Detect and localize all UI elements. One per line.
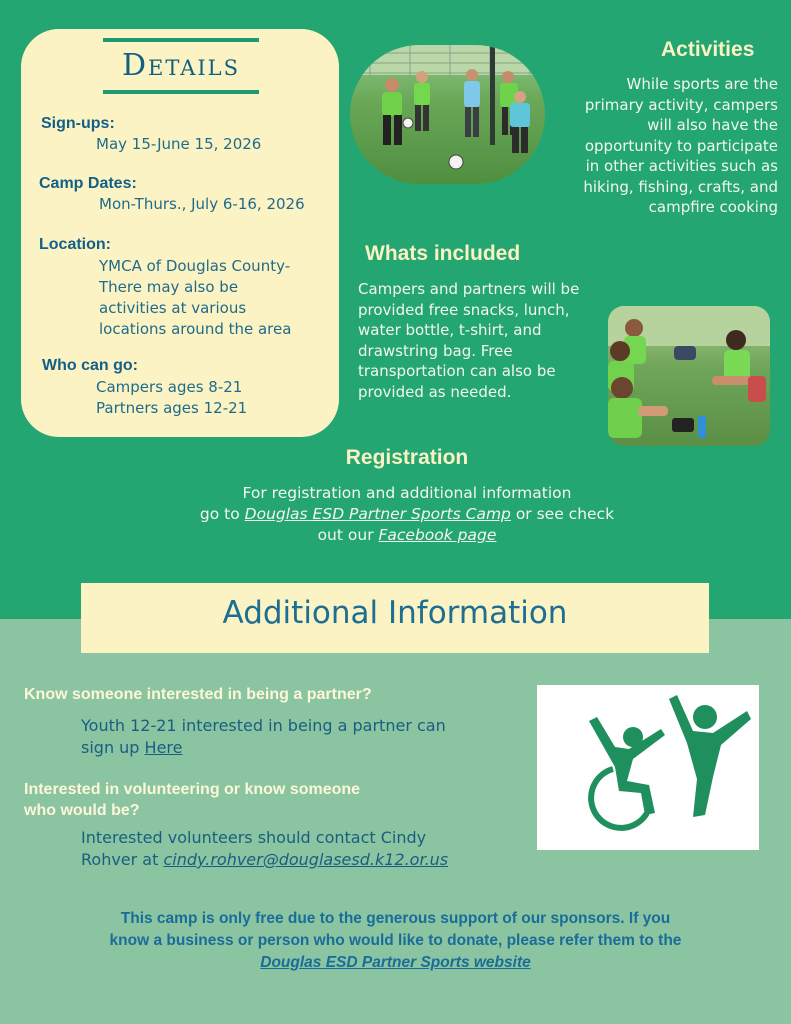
location-line: There may also be: [99, 278, 239, 296]
unified-sports-logo: [537, 685, 759, 850]
activities-heading: Activities: [661, 38, 755, 61]
volunteer-question-line: Interested in volunteering or know someone: [24, 781, 361, 798]
whats-included-heading: Whats included: [365, 242, 521, 265]
partner-answer-text: sign up: [81, 738, 145, 757]
sponsor-footer: [40, 908, 751, 974]
registration-heading: Registration: [345, 446, 469, 469]
partner-answer: [81, 715, 446, 759]
location-line: YMCA of Douglas County-: [99, 257, 291, 275]
details-title-frame: [103, 38, 259, 94]
location-label: Location:: [39, 236, 111, 253]
details-title: Details: [121, 48, 241, 83]
registration-text-part: go to: [199, 505, 245, 523]
partner-answer-line: [81, 737, 446, 759]
activities-line: opportunity to participate: [584, 136, 778, 155]
volunteer-answer: [81, 827, 448, 871]
registration-text: [0, 483, 791, 546]
location-line: locations around the area: [99, 320, 292, 338]
signups-label: Sign-ups:: [41, 115, 115, 132]
registration-line: [0, 504, 791, 525]
volunteer-answer-line: Interested volunteers should contact Cindy: [81, 828, 427, 847]
camp-dates-value: Mon-Thurs., July 6-16, 2026: [99, 195, 305, 213]
included-line: water bottle, t-shirt, and: [358, 321, 542, 339]
volunteer-answer-text: Rohver at: [81, 850, 164, 869]
camp-dates-label: Camp Dates:: [39, 175, 137, 192]
signups-value: May 15-June 15, 2026: [96, 135, 262, 153]
included-line: Campers and partners will be: [358, 280, 580, 298]
partner-answer-line: Youth 12-21 interested in being a partner can: [81, 716, 446, 735]
registration-text-part: or see check: [510, 505, 615, 523]
activities-line: campfire cooking: [648, 198, 778, 216]
whats-included-text: [358, 279, 579, 402]
soccer-campers-photo: [350, 45, 545, 184]
activities-line: primary activity, campers: [584, 95, 778, 114]
activities-text: [583, 74, 778, 218]
footer-line: This camp is only free due to the generous support of our sponsors. If you: [120, 910, 671, 927]
details-card: [21, 29, 339, 437]
volunteer-answer-line: [81, 849, 448, 871]
included-line: drawstring bag. Free: [358, 341, 513, 360]
facebook-page-link[interactable]: Facebook page: [378, 526, 497, 544]
who-can-go-label: Who can go:: [42, 357, 138, 374]
additional-information-title: Additional Information: [222, 595, 568, 631]
volunteer-question-label: [24, 779, 360, 821]
campers-sitting-illustration: [608, 306, 770, 446]
activities-line: in other activities such as: [585, 157, 778, 175]
footer-line: know a business or person who would like to donate, please refer them to the: [109, 932, 682, 949]
registration-line: [0, 525, 791, 546]
partner-sports-website-link[interactable]: Douglas ESD Partner Sports website: [260, 954, 531, 971]
included-line: transportation can also be: [358, 362, 556, 380]
registration-line: For registration and additional information: [242, 484, 572, 502]
activities-line: will also have the: [647, 116, 778, 134]
activities-line: While sports are the: [626, 75, 778, 93]
partner-question-label: Know someone interested in being a partner?: [24, 686, 372, 703]
volunteer-question-line: who would be?: [24, 802, 140, 819]
volunteer-email-link[interactable]: cindy.rohver@douglasesd.k12.or.us: [163, 850, 449, 869]
campers-sitting-photo: [608, 306, 770, 446]
registration-text-part: out our: [317, 526, 379, 544]
soccer-campers-illustration: [350, 45, 545, 184]
location-line: activities at various: [99, 299, 247, 317]
unified-sports-figures-icon: [537, 685, 759, 850]
who-line: Campers ages 8-21: [96, 378, 243, 396]
included-line: provided free snacks, lunch,: [358, 300, 570, 319]
included-line: provided as needed.: [358, 382, 512, 401]
additional-information-banner: [81, 583, 709, 653]
activities-line: hiking, fishing, crafts, and: [583, 177, 778, 196]
who-line: Partners ages 12-21: [96, 399, 248, 417]
partner-signup-link[interactable]: Here: [144, 738, 183, 757]
partner-sports-camp-link[interactable]: Douglas ESD Partner Sports Camp: [244, 505, 511, 523]
